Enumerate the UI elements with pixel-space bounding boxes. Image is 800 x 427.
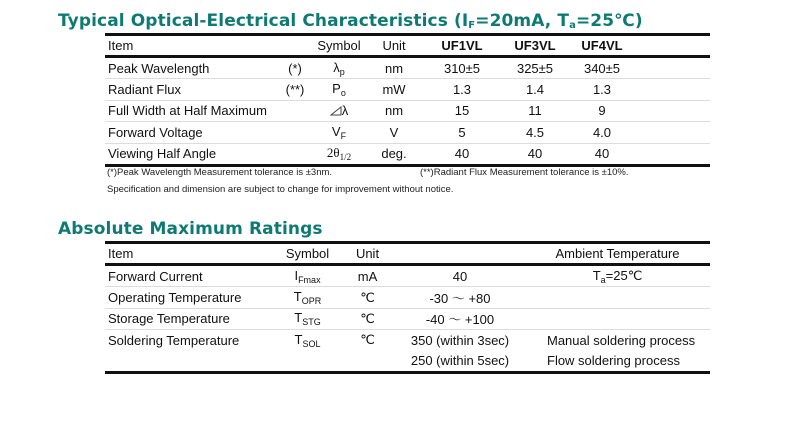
row-value: -30 ～ +80 bbox=[395, 287, 525, 308]
header-uf4vl: UF4VL bbox=[571, 35, 633, 57]
symbol-sub: SOL bbox=[302, 338, 321, 349]
row-unit: mA bbox=[340, 265, 395, 287]
symbol-main: T bbox=[294, 331, 303, 347]
row-value-uf3vl: 40 bbox=[499, 143, 571, 165]
absolute-maximum-table bbox=[105, 241, 710, 374]
row-symbol bbox=[315, 122, 363, 143]
header-uf1vl: UF1VL bbox=[425, 35, 499, 57]
row-item: Operating Temperature bbox=[105, 287, 275, 308]
symbol-main: T bbox=[293, 289, 302, 305]
title-sub: a bbox=[569, 20, 576, 31]
table-row bbox=[105, 79, 710, 100]
row-value-uf4vl: 4.0 bbox=[571, 122, 633, 143]
header-item: Item bbox=[105, 243, 275, 265]
radiant-flux-note: (**)Radiant Flux Measurement tolerance is ±10%. bbox=[420, 167, 629, 178]
symbol-main: P bbox=[332, 81, 341, 97]
row-unit: ℃ bbox=[360, 332, 375, 348]
symbol-sub: OPR bbox=[301, 296, 322, 307]
table-row bbox=[105, 308, 710, 329]
row-value-uf3vl: 11 bbox=[499, 100, 571, 121]
absolute-maximum-title: Absolute Maximum Ratings bbox=[58, 219, 323, 239]
row-item: Forward Current bbox=[105, 265, 275, 287]
row-mark: (**) bbox=[275, 79, 315, 100]
symbol-sub: STG bbox=[302, 317, 321, 328]
row-spacer bbox=[633, 122, 710, 143]
ambient-main: T bbox=[592, 267, 601, 283]
row-value-uf1vl: 5 bbox=[425, 122, 499, 143]
row-value-uf1vl: 15 bbox=[425, 100, 499, 121]
header-value bbox=[395, 243, 525, 265]
row-ambient bbox=[525, 265, 710, 287]
row-value: -40 ～ +100 bbox=[395, 308, 525, 329]
row-symbol bbox=[315, 57, 363, 79]
row-ambient: Manual soldering process bbox=[547, 332, 696, 348]
row-spacer bbox=[633, 143, 710, 165]
symbol-sub: F bbox=[340, 130, 347, 141]
row-value-uf4vl: 340±5 bbox=[571, 57, 633, 79]
row-symbol bbox=[315, 143, 363, 165]
symbol-sub: 1/2 bbox=[339, 152, 352, 163]
row-item: Soldering Temperature bbox=[108, 332, 240, 348]
symbol-sub: o bbox=[340, 88, 346, 99]
row-value-uf4vl: 9 bbox=[571, 100, 633, 121]
header-ambient: Ambient Temperature bbox=[525, 243, 710, 265]
row-unit: V bbox=[363, 122, 425, 143]
title-text: Typical Optical-Electrical Characteristics (I bbox=[58, 11, 469, 31]
row-ambient: Flow soldering process bbox=[525, 351, 710, 373]
peak-wavelength-note: (*)Peak Wavelength Measurement tolerance is ±3nm. bbox=[107, 167, 333, 178]
row-mark bbox=[275, 122, 315, 143]
symbol-main: 2θ bbox=[326, 145, 340, 161]
row-symbol bbox=[315, 79, 363, 100]
row-spacer bbox=[633, 79, 710, 100]
row-symbol bbox=[275, 308, 340, 329]
row-unit bbox=[340, 351, 395, 373]
table-row bbox=[105, 122, 710, 143]
specification-note: Specification and dimension are subject to change for improvement without notice. bbox=[107, 184, 454, 195]
row-value-uf4vl: 40 bbox=[571, 143, 633, 165]
symbol-main: V bbox=[331, 123, 341, 139]
header-mark bbox=[275, 35, 315, 57]
header-unit: Unit bbox=[363, 35, 425, 57]
row-unit: nm bbox=[363, 57, 425, 79]
optical-electrical-table bbox=[105, 33, 710, 167]
row-value: 350 (within 3sec) bbox=[410, 332, 510, 348]
table-row bbox=[105, 351, 710, 373]
symbol-main: I bbox=[294, 267, 299, 283]
table-row bbox=[105, 100, 710, 121]
header-unit: Unit bbox=[340, 243, 395, 265]
row-value-uf1vl: 40 bbox=[425, 143, 499, 165]
row-symbol bbox=[275, 351, 340, 373]
title-sub: F bbox=[468, 20, 476, 31]
header-uf3vl: UF3VL bbox=[499, 35, 571, 57]
row-unit: ℃ bbox=[340, 308, 395, 329]
header-symbol: Symbol bbox=[315, 35, 363, 57]
row-symbol bbox=[275, 330, 340, 351]
row-unit: deg. bbox=[363, 143, 425, 165]
table-row bbox=[105, 287, 710, 308]
delta-triangle-icon bbox=[330, 106, 342, 116]
row-mark bbox=[275, 143, 315, 165]
row-ambient bbox=[525, 308, 710, 329]
row-item: Peak Wavelength bbox=[105, 57, 275, 79]
row-spacer bbox=[633, 57, 710, 79]
ambient-sub: a bbox=[600, 274, 606, 285]
row-value-uf4vl: 1.3 bbox=[571, 79, 633, 100]
table-header-row bbox=[105, 243, 710, 265]
row-item: Full Width at Half Maximum bbox=[105, 100, 275, 121]
header-spacer bbox=[633, 35, 710, 57]
row-item: Viewing Half Angle bbox=[105, 143, 275, 165]
table-row bbox=[105, 57, 710, 79]
table-row bbox=[105, 265, 710, 287]
row-item bbox=[105, 351, 275, 373]
row-symbol bbox=[275, 265, 340, 287]
symbol-main: λ bbox=[333, 59, 340, 75]
row-unit: nm bbox=[363, 100, 425, 121]
row-value: 40 bbox=[395, 265, 525, 287]
row-symbol bbox=[275, 287, 340, 308]
symbol-sub: Fmax bbox=[298, 274, 321, 285]
row-unit: ℃ bbox=[340, 287, 395, 308]
symbol-main: T bbox=[294, 310, 303, 326]
symbol-main: λ bbox=[341, 103, 349, 119]
optical-electrical-title bbox=[58, 11, 643, 31]
row-item: Radiant Flux bbox=[105, 79, 275, 100]
table-row bbox=[105, 143, 710, 165]
title-text: =20mA, T bbox=[475, 11, 570, 31]
row-item: Storage Temperature bbox=[105, 308, 275, 329]
row-mark: (*) bbox=[275, 57, 315, 79]
table-row bbox=[105, 330, 710, 351]
row-value-uf1vl: 310±5 bbox=[425, 57, 499, 79]
ambient-end: =25℃ bbox=[605, 267, 643, 283]
row-unit: mW bbox=[363, 79, 425, 100]
header-item: Item bbox=[105, 35, 275, 57]
title-text: =25℃) bbox=[575, 11, 643, 31]
row-value-uf3vl: 4.5 bbox=[499, 122, 571, 143]
row-value: 250 (within 5sec) bbox=[395, 351, 525, 373]
row-symbol bbox=[315, 100, 363, 121]
row-ambient bbox=[525, 287, 710, 308]
row-spacer bbox=[633, 100, 710, 121]
row-item: Forward Voltage bbox=[105, 122, 275, 143]
row-value-uf3vl: 325±5 bbox=[499, 57, 571, 79]
row-mark bbox=[275, 100, 315, 121]
header-symbol: Symbol bbox=[275, 243, 340, 265]
row-value-uf1vl: 1.3 bbox=[425, 79, 499, 100]
symbol-sub: p bbox=[339, 66, 345, 77]
row-value-uf3vl: 1.4 bbox=[499, 79, 571, 100]
table-header-row bbox=[105, 35, 710, 57]
